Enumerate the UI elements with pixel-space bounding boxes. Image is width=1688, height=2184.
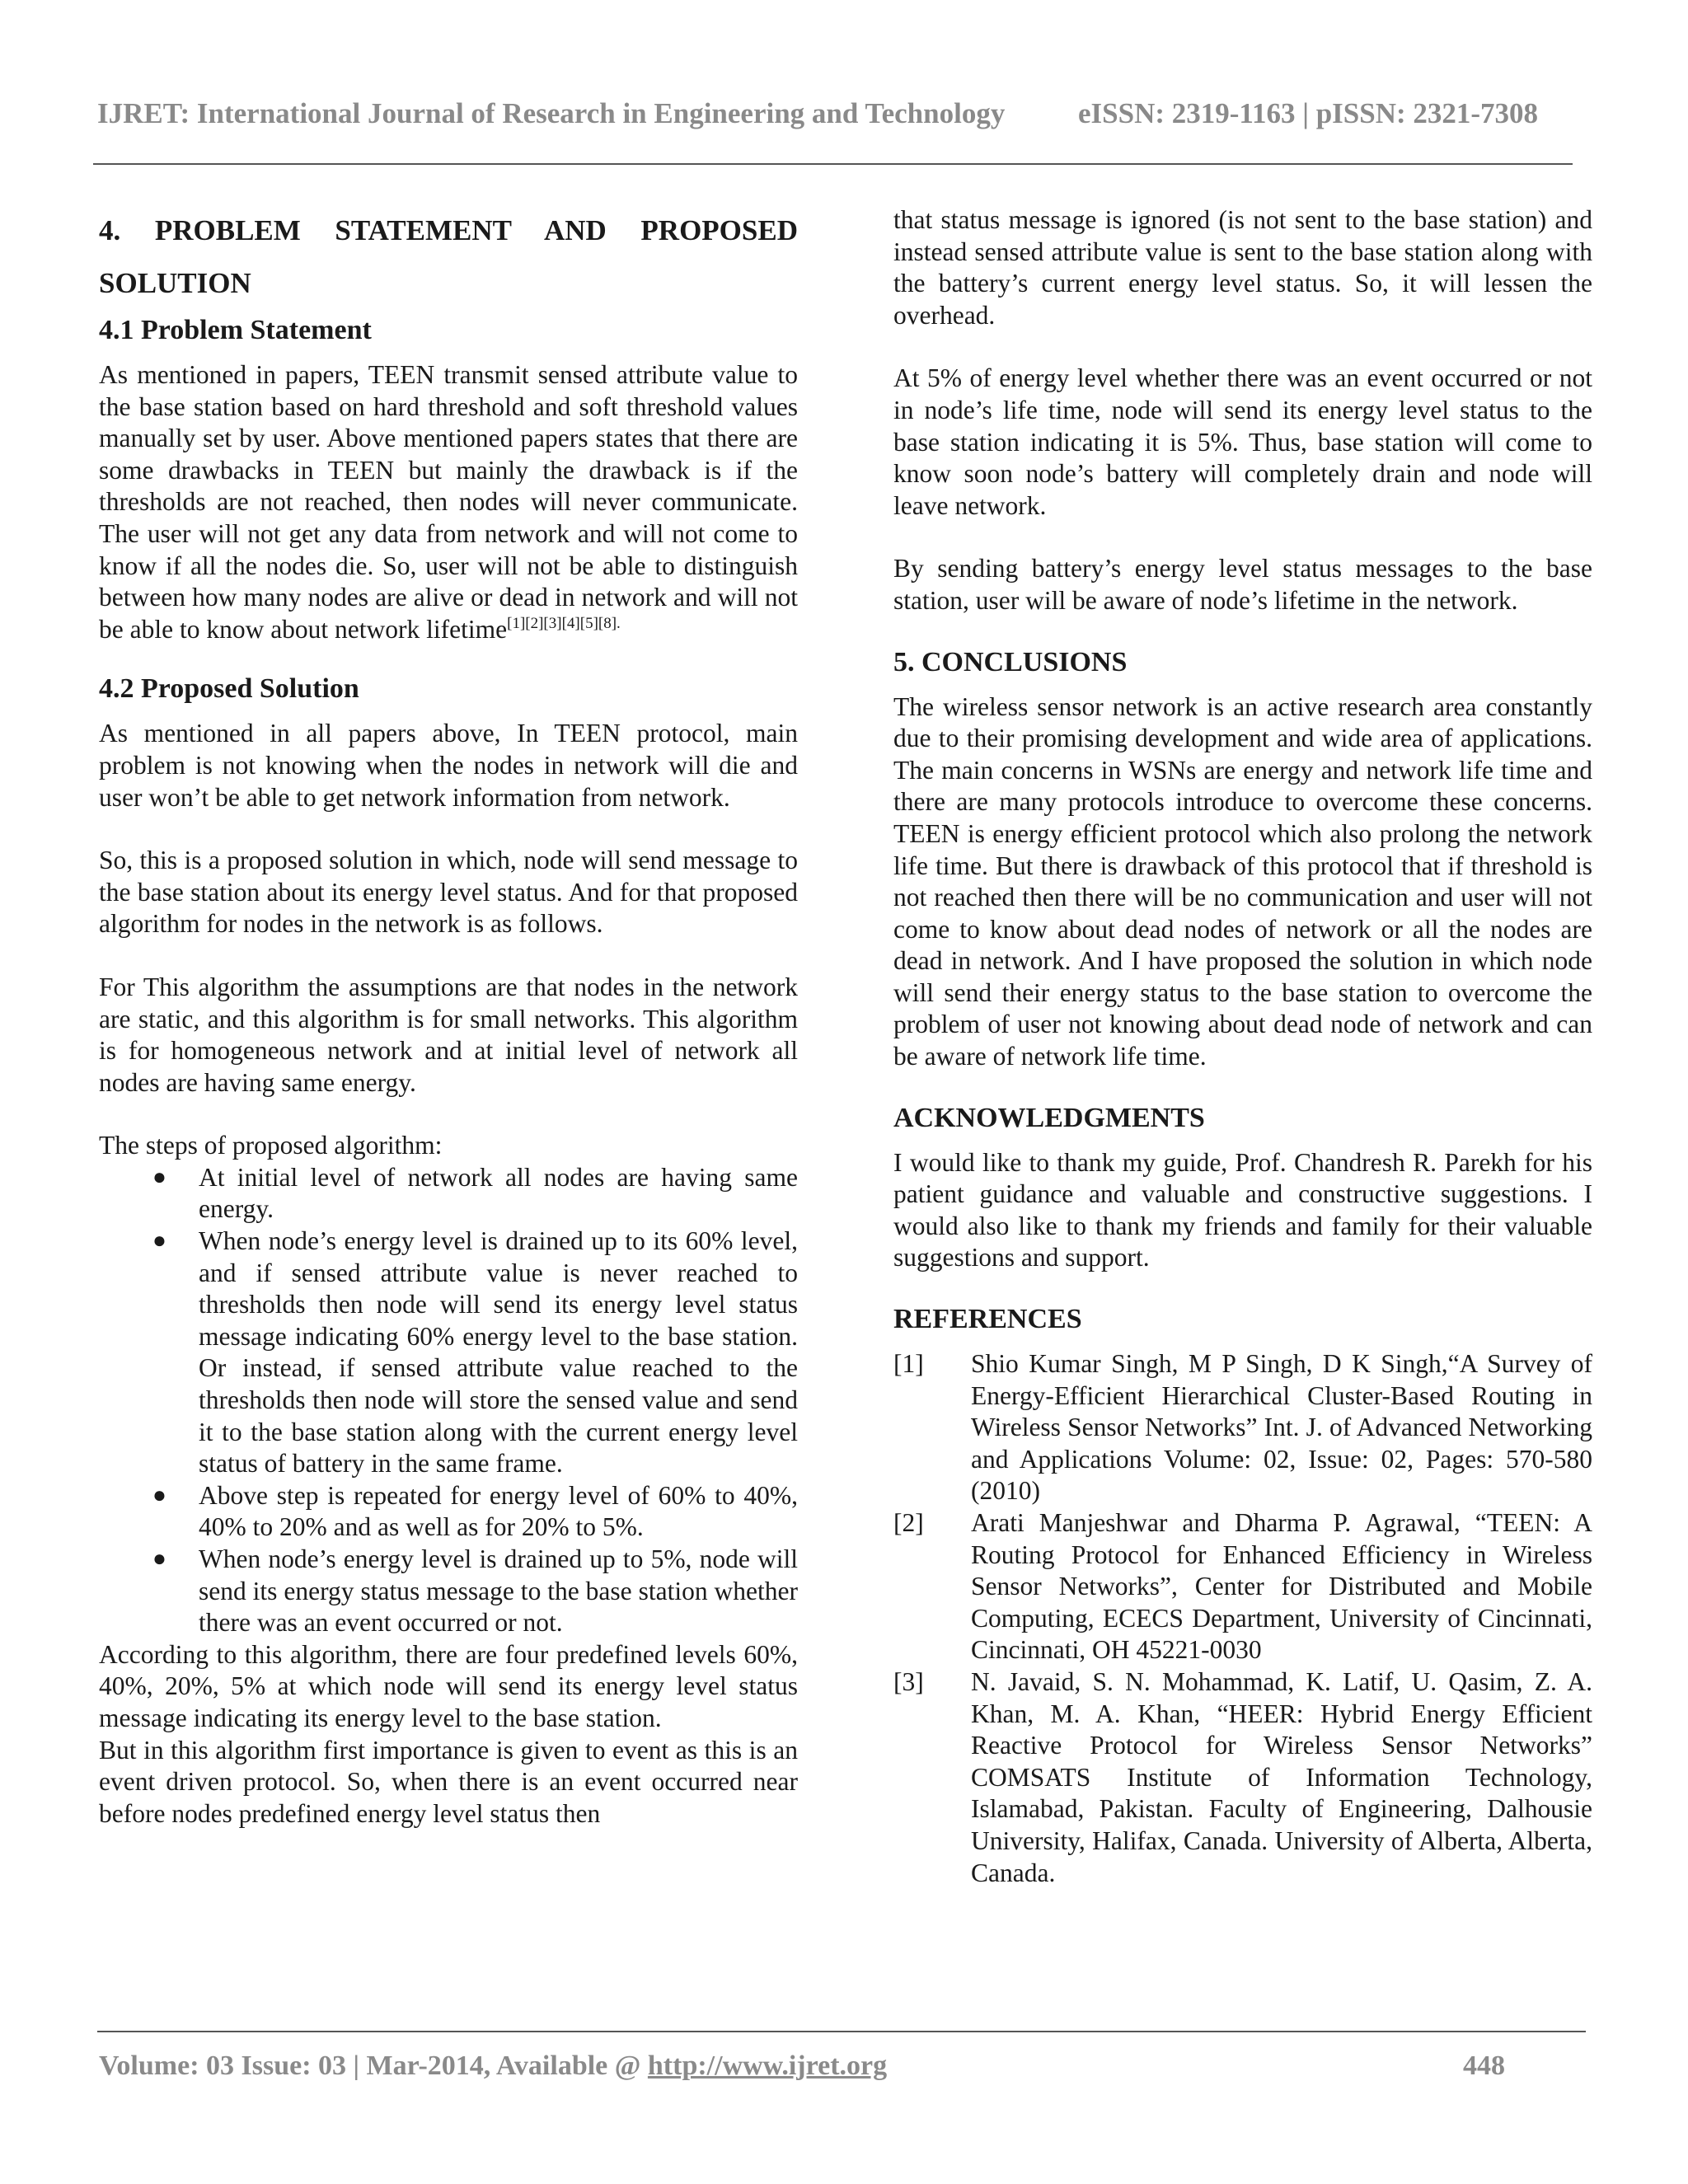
paragraph-conclusions: The wireless sensor network is an active research area constantly due to their promising development and wide area of applications. The main concerns in WSNs are energy and network life time and there are many protocols introduce to overcome these concerns. TEEN is energy efficient protocol which also prolong the network life time. But there is drawback of this protocol that if threshold is not reached then there will be no communication and user will not come to know about dead nodes of network or all the nodes are dead in network. And I have proposed the solution in which node will send their energy status to the base station to overcome the problem of user not knowing about dead node of network and can be aware of network life time. bbox=[893, 691, 1592, 1071]
bullet-icon: ● bbox=[152, 1482, 166, 1508]
running-header bbox=[97, 97, 1581, 138]
acknowledgments-title: ACKNOWLEDGMENTS bbox=[893, 1102, 1205, 1133]
paragraph-predefined-levels: According to this algorithm, there are four predefined levels 60%, 40%, 20%, 5% at which node will send its energy level status message indicating its energy level to the base station. bbox=[99, 1639, 798, 1732]
references-list bbox=[893, 1348, 1592, 1889]
right-column bbox=[893, 204, 1592, 1889]
paragraph-assumptions: For This algorithm the assumptions are that nodes in the network are static, and this algorithm is for small networks. This algorithm is for homogeneous network and at initial level of network all nodes are having same energy. bbox=[99, 972, 798, 1097]
paragraph-proposed-a: As mentioned in all papers above, In TEEN protocol, main problem is not knowing when the nodes in network will die and user won’t be able to get network information from network. bbox=[99, 719, 798, 812]
footer-rule bbox=[97, 2031, 1586, 2032]
reference-number: [1] bbox=[893, 1349, 924, 1379]
list-item: ● At initial level of network all nodes are having same energy. bbox=[152, 1162, 798, 1224]
volume-info: Volume: 03 Issue: 03 | Mar-2014, Available @ http://www.ijret.org bbox=[99, 2050, 888, 2081]
subsection-4-1-title: 4.1 Problem Statement bbox=[99, 315, 372, 345]
list-item: ● When node’s energy level is drained up to its 60% level, and if sensed attribute value is never reached to thresholds then node will send its energy level status message indicating 60% energy level to the base station. Or instead, if sensed attribute value reached to the thresholds then node will store the sensed value and send it to the base station along with the current energy level status of battery in the same frame. bbox=[152, 1226, 798, 1479]
paragraph-problem-statement: As mentioned in papers, TEEN transmit sensed attribute value to the base station based on hard threshold and soft threshold values manually set by user. Above mentioned papers states that there are some drawbacks in TEEN but mainly the drawback is if the thresholds are not reached, then nodes will never communicate. The user will not get any data from network and will not come to know if all the nodes die. So, user will not be able to distinguish between how many nodes are alive or dead in network and will not be able to know about network lifetime$^{[1][2][3][4][5][8].}$ bbox=[99, 360, 798, 644]
reference-item: [2] Arati Manjeshwar and Dharma P. Agrawal, “TEEN: A Routing Protocol for Enhanced Efficiency in Wireless Sensor Networks”, Center for Distributed and Mobile Computing, ECECS Department, University of Cincinnati, Cincinnati, OH 45221-0030 bbox=[893, 1508, 1592, 1665]
references-title: REFERENCES bbox=[893, 1304, 1082, 1335]
bullet-icon: ● bbox=[152, 1164, 166, 1190]
subsection-4-2-title: 4.2 Proposed Solution bbox=[99, 673, 359, 705]
bullet-icon: ● bbox=[152, 1546, 166, 1572]
paragraph-five-percent: At 5% of energy level whether there was an event occurred or not in node’s life time, node will send its energy level status to the base station indicating it is 5%. Thus, base station will come to know soon node’s battery will completely drain and node will leave network. bbox=[893, 363, 1592, 520]
reference-item: [3] N. Javaid, S. N. Mohammad, K. Latif, U. Qasim, Z. A. Khan, M. A. Khan, “HEER: Hybrid Energy Efficient Reactive Protocol for Wireless Sensor Networks” COMSATS Institute of Information Technology, Islamabad, Pakistan. Faculty of Engineering, Dalhousie University, Halifax, Canada. University of Alberta, Alberta, Canada. bbox=[893, 1666, 1592, 1887]
journal-name: IJRET: International Journal of Research in Engineering and Technology bbox=[97, 97, 1006, 129]
paragraph-proposed-b: So, this is a proposed solution in which, node will send message to the base station about its energy level status. And for that proposed algorithm for nodes in the network is as follows. bbox=[99, 846, 798, 939]
header-rule bbox=[93, 163, 1573, 165]
issn-numbers: eISSN: 2319-1163 | pISSN: 2321-7308 bbox=[1078, 97, 1539, 129]
reference-number: [2] bbox=[893, 1508, 924, 1537]
section-5-title: 5. CONCLUSIONS bbox=[893, 646, 1128, 677]
list-item: ● When node’s energy level is drained up to 5%, node will send its energy status message to the base station whether there was an event occurred or not. bbox=[152, 1544, 798, 1638]
journal-url-link[interactable]: http://www.ijret.org bbox=[647, 2050, 888, 2081]
reference-number: [3] bbox=[893, 1666, 924, 1696]
list-item: ● Above step is repeated for energy level of 60% to 40%, 40% to 20% and as well as for 20% to 5%. bbox=[152, 1480, 798, 1542]
section-4-title: 4. PROBLEM STATEMENT AND PROPOSED SOLUTION bbox=[99, 214, 798, 299]
citation-refs: [1][2][3][4][5][8]. bbox=[507, 614, 621, 632]
paragraph-sending: By sending battery’s energy level status messages to the base station, user will be aware of node’s lifetime in the network. bbox=[893, 554, 1592, 615]
paragraph-event-priority: But in this algorithm first importance is given to event as this is an event driven protocol. So, when there is an event occurred near before nodes predefined energy level status then bbox=[99, 1735, 798, 1828]
paragraph-acknowledgments: I would like to thank my guide, Prof. Chandresh R. Parekh for his patient guidance and valuable and constructive suggestions. I would also like to thank my friends and family for their valuable suggestions and support. bbox=[893, 1147, 1592, 1272]
left-column bbox=[99, 204, 798, 1830]
algorithm-steps-list bbox=[99, 1162, 798, 1639]
page-number: 448 bbox=[1463, 2050, 1505, 2081]
steps-intro: The steps of proposed algorithm: bbox=[99, 1131, 443, 1160]
paragraph-continued: that status message is ignored (is not sent to the base station) and instead sensed attribute value is sent to the base station along with the battery’s current energy level status. So, it will lessen the overhead. bbox=[893, 205, 1592, 330]
bullet-icon: ● bbox=[152, 1228, 166, 1254]
reference-item: [1] Shio Kumar Singh, M P Singh, D K Singh,“A Survey of Energy-Efficient Hierarchical Cluster-Based Routing in Wireless Sensor Networks” Int. J. of Advanced Networking and Applications Volume: 02, Issue: 02, Pages: 570-580 (2010) bbox=[893, 1349, 1592, 1506]
